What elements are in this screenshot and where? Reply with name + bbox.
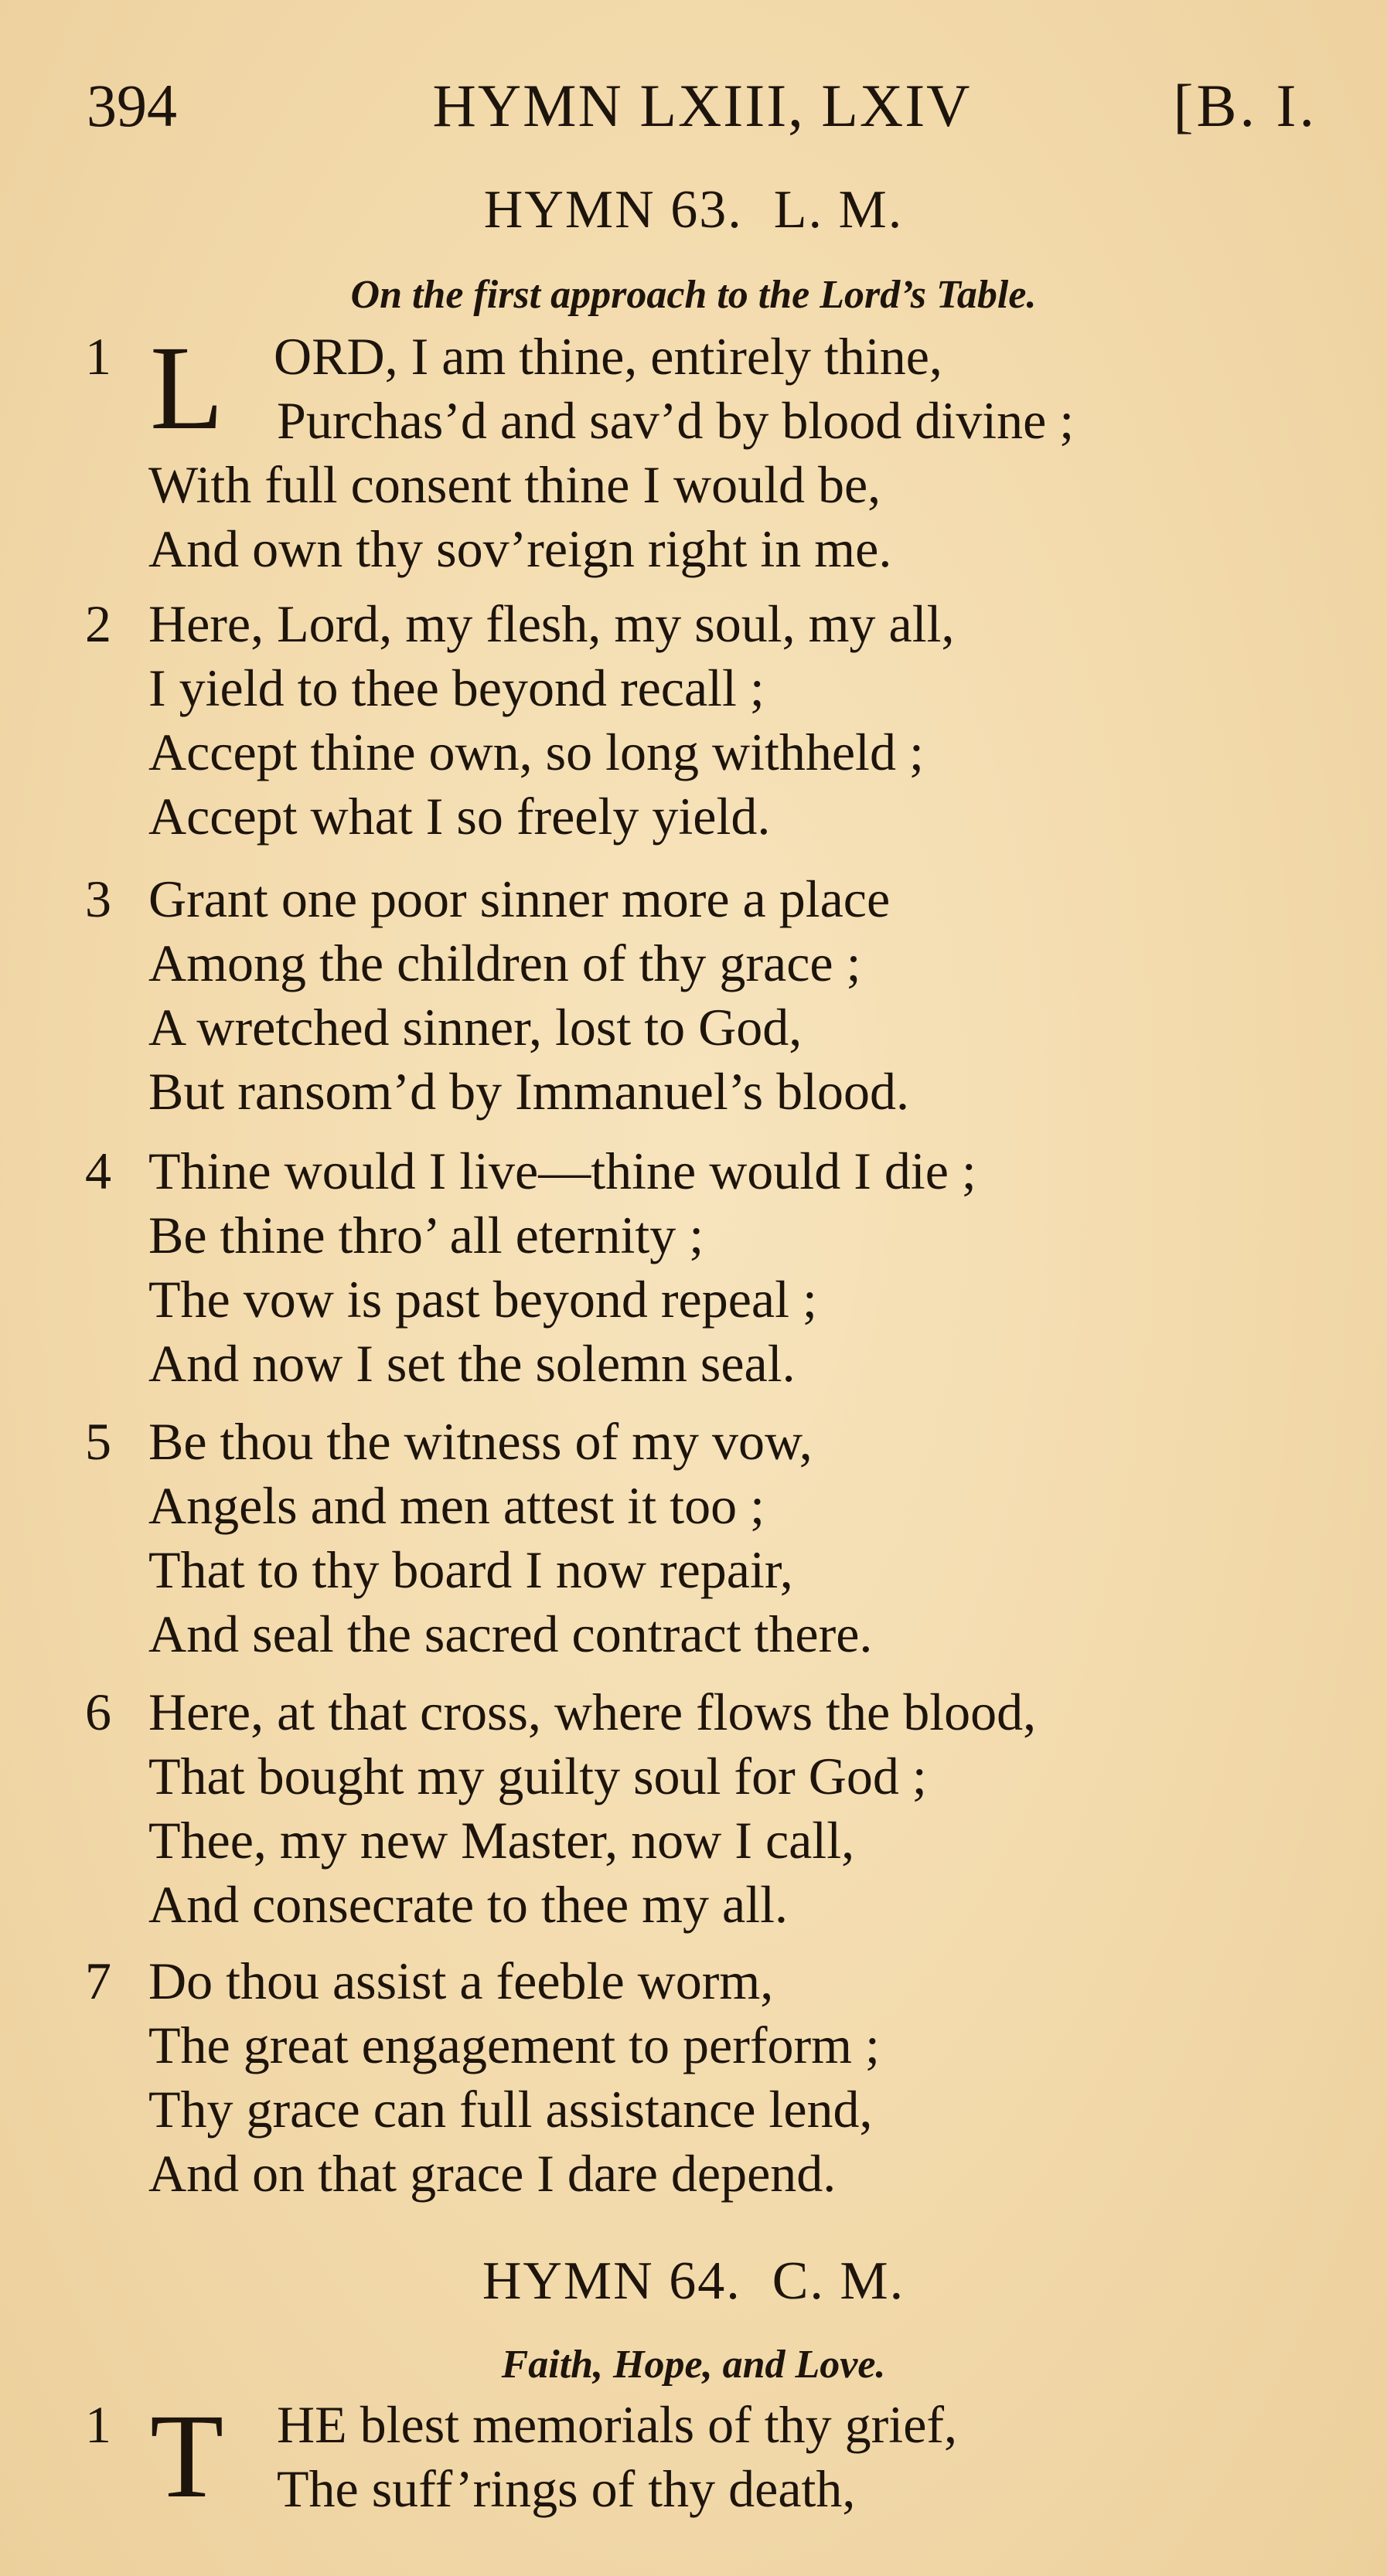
verse-line: Purchas’d and sav’d by blood divine ; — [277, 391, 1075, 450]
verse-line: That bought my guilty soul for God ; — [148, 1747, 927, 1805]
verse-number: 1 — [85, 327, 111, 386]
verse-line: The vow is past beyond repeal ; — [148, 1270, 817, 1329]
hymn-64-meter: C. M. — [772, 2251, 905, 2311]
verse-line: Accept thine own, so long withheld ; — [148, 723, 924, 781]
verse-line: And on that grace I dare depend. — [148, 2144, 837, 2203]
hymn-64-number: HYMN 64. — [482, 2251, 741, 2311]
verse-line: Be thine thro’ all eternity ; — [148, 1206, 704, 1264]
verse-line: HE blest memorials of thy grief, — [277, 2395, 958, 2454]
verse-line: And own thy sov’reign right in me. — [148, 519, 892, 578]
verse-line: But ransom’d by Immanuel’s blood. — [148, 1062, 910, 1121]
drop-cap: T — [150, 2389, 224, 2523]
hymn-63-number: HYMN 63. — [483, 180, 743, 240]
verse-number: 3 — [85, 869, 111, 928]
page-number: 394 — [87, 72, 177, 139]
verse-line: Thee, my new Master, now I call, — [148, 1811, 855, 1870]
hymn-63-stanza-4 — [85, 1139, 1291, 1396]
hymn-63-stanza-3 — [85, 867, 1291, 1124]
hymn-63-stanza-5 — [85, 1410, 1291, 1666]
verse-line: And seal the sacred contract there. — [148, 1604, 873, 1663]
verse-line: The great engagement to perform ; — [148, 2016, 880, 2074]
verse-line: With full consent thine I would be, — [148, 455, 881, 514]
hymn-64-subtitle: Faith, Hope, and Love. — [501, 2343, 886, 2387]
hymn-63-stanza-6 — [85, 1680, 1291, 1937]
verse-number: 6 — [85, 1683, 111, 1741]
hymn-63-meter: L. M. — [773, 180, 904, 240]
verse-line: I yield to thee beyond recall ; — [148, 658, 765, 717]
hymn-64-title — [0, 2251, 1387, 2312]
verse-line: And now I set the solemn seal. — [148, 1334, 796, 1393]
hymn-63-title — [0, 179, 1387, 241]
verse-number: 5 — [85, 1412, 111, 1471]
verse-number: 4 — [85, 1142, 111, 1200]
drop-cap: L — [150, 321, 224, 454]
hymn-64-stanza-1 — [85, 2389, 1291, 2523]
verse-line: Accept what I so freely yield. — [148, 787, 771, 846]
verse-number: 1 — [85, 2395, 111, 2454]
verse-line: A wretched sinner, lost to God, — [148, 998, 803, 1057]
verse-line: And consecrate to thee my all. — [148, 1875, 789, 1934]
running-title: HYMN LXIII, LXIV — [432, 72, 972, 139]
hymn-63-subtitle: On the first approach to the Lord’s Table. — [350, 273, 1037, 317]
verse-line: Thine would I live—thine would I die ; — [148, 1142, 976, 1200]
verse-number: 7 — [85, 1952, 111, 2010]
verse-line: Here, Lord, my flesh, my soul, my all, — [148, 594, 955, 653]
verse-line: Angels and men attest it too ; — [148, 1476, 765, 1535]
verse-line: That to thy board I now repair, — [148, 1540, 793, 1599]
running-head — [87, 71, 1317, 141]
verse-line: Among the children of thy grace ; — [148, 934, 861, 992]
verse-number: 2 — [85, 594, 111, 653]
verse-line: The suff’rings of thy death, — [277, 2459, 856, 2518]
verse-line: Thy grace can full assistance lend, — [148, 2080, 873, 2139]
hymn-63-stanza-1 — [85, 321, 1291, 581]
verse-line: Grant one poor sinner more a place — [148, 869, 891, 928]
hymn-63-stanza-7 — [85, 1949, 1291, 2206]
hymn-63-stanza-2 — [85, 592, 1291, 849]
book-indicator: [B. I. — [1173, 72, 1317, 139]
verse-line: Do thou assist a feeble worm, — [148, 1952, 774, 2010]
verse-line: Be thou the witness of my vow, — [148, 1412, 813, 1471]
verse-line: ORD, I am thine, entirely thine, — [274, 327, 942, 386]
verse-line: Here, at that cross, where flows the blood, — [148, 1683, 1037, 1741]
